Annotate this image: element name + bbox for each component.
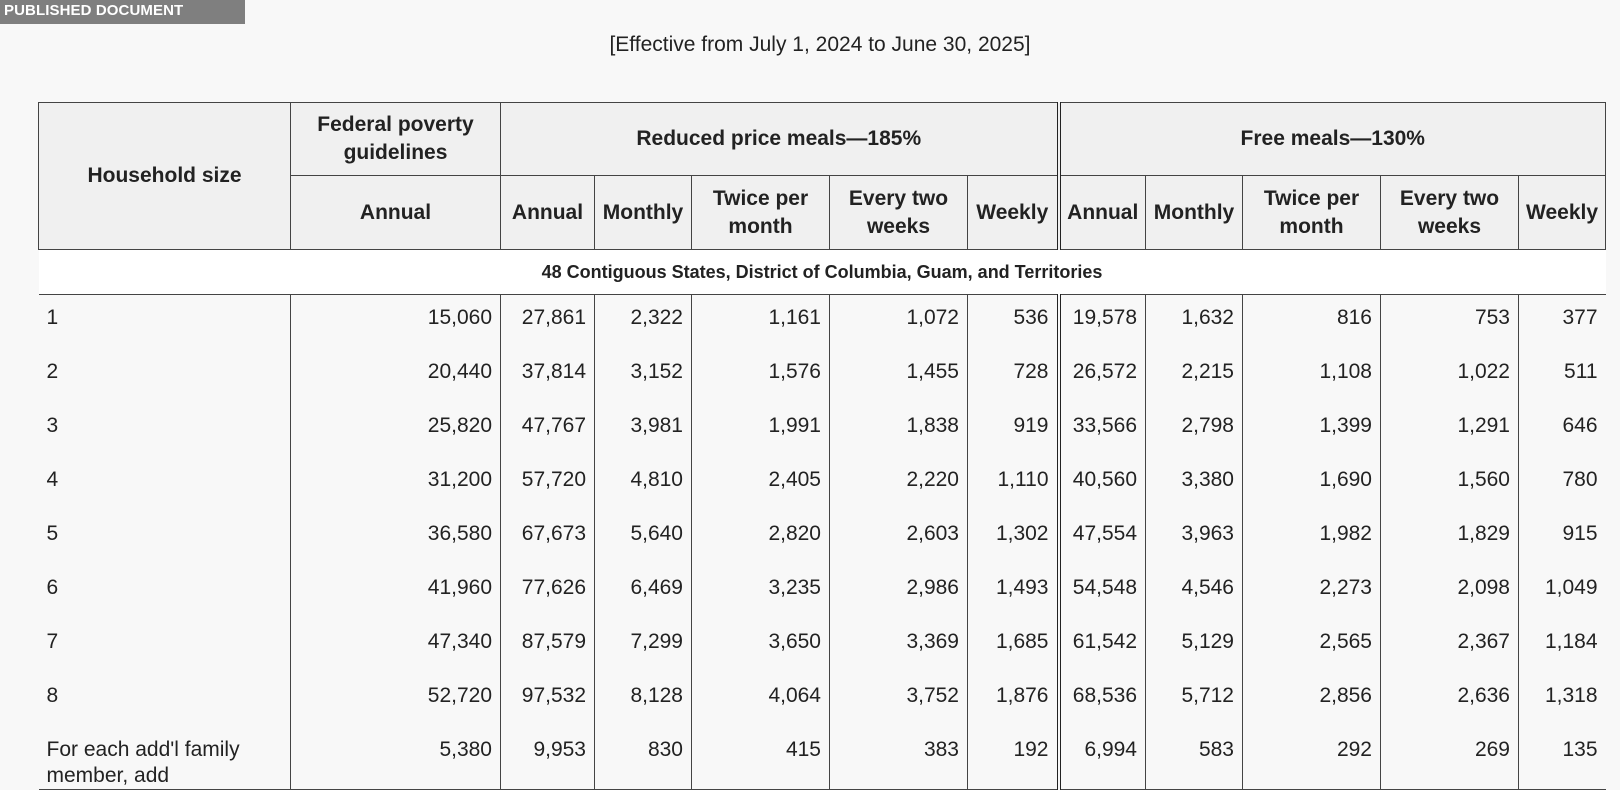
section-label: 48 Contiguous States, District of Columbia, Guam, and Territories	[39, 250, 1606, 295]
value-cell: 3,152	[595, 349, 692, 403]
value-cell: 2,603	[830, 511, 968, 565]
col-reduced-weekly: Weekly	[968, 176, 1059, 250]
value-cell: 2,820	[692, 511, 830, 565]
col-reduced-price-meals: Reduced price meals—185%	[501, 103, 1059, 176]
value-cell: 3,981	[595, 403, 692, 457]
household-size-cell: 3	[39, 403, 291, 457]
household-size-cell: 7	[39, 619, 291, 673]
value-cell: 1,493	[968, 565, 1059, 619]
value-cell: 4,546	[1146, 565, 1243, 619]
value-cell: 41,960	[291, 565, 501, 619]
value-cell: 1,161	[692, 295, 830, 350]
value-cell: 292	[1243, 727, 1381, 790]
value-cell: 1,690	[1243, 457, 1381, 511]
value-cell: 19,578	[1059, 295, 1146, 350]
value-cell: 753	[1381, 295, 1519, 350]
value-cell: 1,184	[1519, 619, 1606, 673]
household-size-cell: 8	[39, 673, 291, 727]
value-cell: 728	[968, 349, 1059, 403]
table-row	[39, 727, 1606, 790]
value-cell: 2,367	[1381, 619, 1519, 673]
value-cell: 6,994	[1059, 727, 1146, 790]
value-cell: 5,712	[1146, 673, 1243, 727]
value-cell: 1,632	[1146, 295, 1243, 350]
value-cell: 1,291	[1381, 403, 1519, 457]
value-cell: 415	[692, 727, 830, 790]
value-cell: 816	[1243, 295, 1381, 350]
value-cell: 2,322	[595, 295, 692, 350]
value-cell: 269	[1381, 727, 1519, 790]
value-cell: 2,565	[1243, 619, 1381, 673]
value-cell: 36,580	[291, 511, 501, 565]
value-cell: 1,318	[1519, 673, 1606, 727]
value-cell: 1,455	[830, 349, 968, 403]
value-cell: 1,876	[968, 673, 1059, 727]
col-federal-poverty-guidelines: Federal poverty guidelines	[291, 103, 501, 176]
col-reduced-monthly: Monthly	[595, 176, 692, 250]
value-cell: 3,380	[1146, 457, 1243, 511]
value-cell: 4,064	[692, 673, 830, 727]
value-cell: 68,536	[1059, 673, 1146, 727]
value-cell: 1,829	[1381, 511, 1519, 565]
value-cell: 9,953	[501, 727, 595, 790]
value-cell: 57,720	[501, 457, 595, 511]
value-cell: 536	[968, 295, 1059, 350]
value-cell: 2,220	[830, 457, 968, 511]
value-cell: 3,650	[692, 619, 830, 673]
table-row	[39, 565, 1606, 619]
col-reduced-every-two-weeks: Every two weeks	[830, 176, 968, 250]
col-household-size: Household size	[39, 103, 291, 250]
value-cell: 1,838	[830, 403, 968, 457]
value-cell: 3,963	[1146, 511, 1243, 565]
col-free-twice-per-month: Twice per month	[1243, 176, 1381, 250]
value-cell: 646	[1519, 403, 1606, 457]
value-cell: 61,542	[1059, 619, 1146, 673]
value-cell: 511	[1519, 349, 1606, 403]
eligibility-table	[38, 102, 1606, 790]
effective-date-caption: [Effective from July 1, 2024 to June 30, 2025]	[609, 33, 1031, 56]
value-cell: 37,814	[501, 349, 595, 403]
col-free-monthly: Monthly	[1146, 176, 1243, 250]
value-cell: 40,560	[1059, 457, 1146, 511]
value-cell: 192	[968, 727, 1059, 790]
value-cell: 1,022	[1381, 349, 1519, 403]
value-cell: 919	[968, 403, 1059, 457]
household-size-cell: 2	[39, 349, 291, 403]
value-cell: 780	[1519, 457, 1606, 511]
household-size-cell: 1	[39, 295, 291, 350]
value-cell: 3,235	[692, 565, 830, 619]
col-free-meals: Free meals—130%	[1059, 103, 1606, 176]
value-cell: 1,399	[1243, 403, 1381, 457]
value-cell: 1,108	[1243, 349, 1381, 403]
value-cell: 1,991	[692, 403, 830, 457]
value-cell: 830	[595, 727, 692, 790]
value-cell: 135	[1519, 727, 1606, 790]
table-row	[39, 457, 1606, 511]
value-cell: 5,640	[595, 511, 692, 565]
value-cell: 2,098	[1381, 565, 1519, 619]
value-cell: 583	[1146, 727, 1243, 790]
value-cell: 1,982	[1243, 511, 1381, 565]
value-cell: 2,856	[1243, 673, 1381, 727]
value-cell: 383	[830, 727, 968, 790]
value-cell: 15,060	[291, 295, 501, 350]
value-cell: 47,554	[1059, 511, 1146, 565]
value-cell: 33,566	[1059, 403, 1146, 457]
value-cell: 20,440	[291, 349, 501, 403]
value-cell: 26,572	[1059, 349, 1146, 403]
household-size-cell: For each add'l family member, add	[39, 727, 291, 790]
value-cell: 1,560	[1381, 457, 1519, 511]
value-cell: 2,798	[1146, 403, 1243, 457]
col-reduced-annual: Annual	[501, 176, 595, 250]
value-cell: 1,110	[968, 457, 1059, 511]
table-row	[39, 349, 1606, 403]
value-cell: 2,986	[830, 565, 968, 619]
value-cell: 5,380	[291, 727, 501, 790]
value-cell: 1,072	[830, 295, 968, 350]
value-cell: 2,215	[1146, 349, 1243, 403]
published-document-badge: PUBLISHED DOCUMENT	[0, 0, 245, 24]
value-cell: 4,810	[595, 457, 692, 511]
table-row	[39, 673, 1606, 727]
table-row	[39, 511, 1606, 565]
value-cell: 1,685	[968, 619, 1059, 673]
value-cell: 25,820	[291, 403, 501, 457]
table-row	[39, 295, 1606, 350]
table-row	[39, 619, 1606, 673]
value-cell: 31,200	[291, 457, 501, 511]
value-cell: 54,548	[1059, 565, 1146, 619]
value-cell: 915	[1519, 511, 1606, 565]
value-cell: 8,128	[595, 673, 692, 727]
table-row	[39, 403, 1606, 457]
value-cell: 52,720	[291, 673, 501, 727]
value-cell: 1,302	[968, 511, 1059, 565]
value-cell: 7,299	[595, 619, 692, 673]
col-reduced-twice-per-month: Twice per month	[692, 176, 830, 250]
value-cell: 3,752	[830, 673, 968, 727]
value-cell: 47,767	[501, 403, 595, 457]
value-cell: 77,626	[501, 565, 595, 619]
value-cell: 6,469	[595, 565, 692, 619]
value-cell: 2,636	[1381, 673, 1519, 727]
household-size-cell: 4	[39, 457, 291, 511]
value-cell: 67,673	[501, 511, 595, 565]
value-cell: 1,049	[1519, 565, 1606, 619]
household-size-cell: 5	[39, 511, 291, 565]
value-cell: 27,861	[501, 295, 595, 350]
value-cell: 97,532	[501, 673, 595, 727]
value-cell: 1,576	[692, 349, 830, 403]
value-cell: 2,405	[692, 457, 830, 511]
col-federal-annual: Annual	[291, 176, 501, 250]
value-cell: 2,273	[1243, 565, 1381, 619]
value-cell: 87,579	[501, 619, 595, 673]
value-cell: 3,369	[830, 619, 968, 673]
col-free-weekly: Weekly	[1519, 176, 1606, 250]
value-cell: 47,340	[291, 619, 501, 673]
col-free-every-two-weeks: Every two weeks	[1381, 176, 1519, 250]
household-size-cell: 6	[39, 565, 291, 619]
value-cell: 377	[1519, 295, 1606, 350]
value-cell: 5,129	[1146, 619, 1243, 673]
col-free-annual: Annual	[1059, 176, 1146, 250]
